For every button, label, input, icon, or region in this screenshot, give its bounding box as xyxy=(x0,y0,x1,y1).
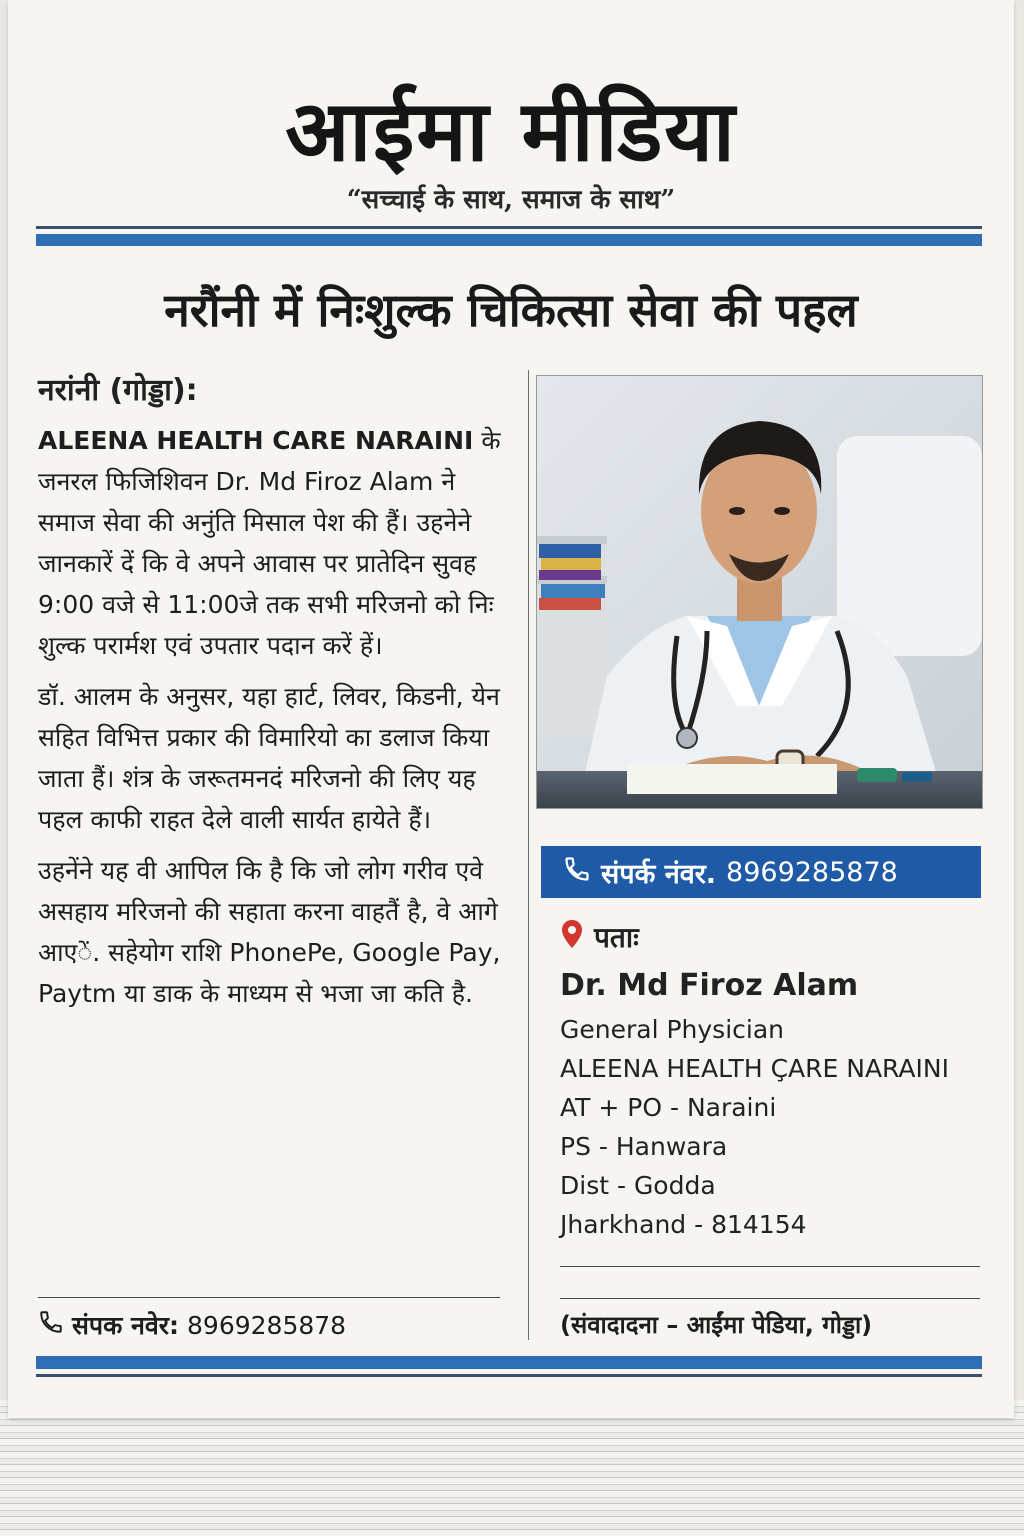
newspaper-page xyxy=(8,0,1014,1418)
article-paragraph-3: उहनेंने यह वी आपिल कि है कि जो लोग गरीव एवे असहाय मरिजनो की सहाता करना वाहतैं है, वे आगे आएें. सहेयोग राशि PhonePe, Google Pay, Paytm या डाक के माध्यम से भजा जा कति है. xyxy=(38,856,501,1008)
bottom-rule-thick xyxy=(36,1356,982,1369)
contact-left-number: 8969285878 xyxy=(187,1310,347,1340)
phone-icon xyxy=(38,1309,64,1341)
address-heading-label: पताः xyxy=(594,921,639,954)
address-doctor-name: Dr. Md Firoz Alam xyxy=(560,968,859,1003)
address-line: General Physician xyxy=(560,1015,785,1044)
para1-text-a: के जनरल फिजिशिवन xyxy=(38,426,501,496)
contact-line-left xyxy=(38,1308,346,1342)
clinic-name: ALEENA HEALTH CARE NARAINI xyxy=(38,426,474,455)
contact-bar-number: 8969285878 xyxy=(726,856,898,888)
doctor-name-inline: Dr. Md Firoz Alam xyxy=(215,467,434,496)
bottom-rule-thin xyxy=(36,1374,982,1377)
top-rule-thin xyxy=(36,226,982,229)
article-body xyxy=(38,420,518,1024)
location-pin-icon xyxy=(560,919,584,956)
reporter-credit: (संवादादना – आईंमा पेडिया, गोड्डा) xyxy=(560,1311,873,1339)
address-line: AT + PO - Naraini xyxy=(560,1093,777,1122)
left-footer-rule xyxy=(38,1297,500,1298)
article-paragraph-1 xyxy=(38,420,518,666)
right-footer-rule xyxy=(560,1266,980,1267)
address-line: ALEENA HEALTH ÇARE NARAINI xyxy=(560,1054,949,1083)
contact-left-label: संपक नवेर: xyxy=(72,1311,180,1340)
address-line: PS - Hanwara xyxy=(560,1132,728,1161)
phone-icon xyxy=(563,855,591,890)
contact-bar xyxy=(541,846,981,898)
address-block xyxy=(560,962,980,1244)
column-divider xyxy=(528,370,529,1340)
article-headline: नरौंनी में निःशुल्क चिकित्सा सेवा की पहल xyxy=(164,283,858,337)
masthead-title: आईमा मीडिया xyxy=(285,82,737,180)
para1-text-b: ने समाज सेवा की अनुंति मिसाल पेश की हैं। उहनेने जानकारें दें कि वे अपने आवास पर प्रातेदिन सुवह 9:00 वजे से 11:00जे तक सभी मरिजनो को निः शुल्क परार्मश एवं उपतार पदान करें हें। xyxy=(38,467,494,660)
doctor-photo xyxy=(536,375,983,809)
address-line: Jharkhand - 814154 xyxy=(560,1210,807,1239)
article-paragraph-2: डॉ. आलम के अनुसर, यहा हार्ट, लिवर, किडनी, येन सहित विभित्त प्रकार की विमारियो का डलाज किया जाता हैं। शंत्र के जरूतमनदं मरिजनो की लिए यह पहल काफी राहत देले वाली सार्यत हायेते हैं। xyxy=(38,682,500,834)
masthead-tagline: “सच्चाई के साथ, समाज के साथ” xyxy=(346,185,676,215)
paper-stack-edges xyxy=(0,1400,1024,1536)
article-dateline: नरांनी (गोड्डा): xyxy=(38,373,198,408)
top-rule-thick xyxy=(36,234,982,246)
contact-bar-label: संपर्क नंवर. xyxy=(601,858,717,890)
address-line: Dist - Godda xyxy=(560,1171,716,1200)
address-heading xyxy=(560,918,639,956)
right-footer-rule-2 xyxy=(560,1298,980,1299)
